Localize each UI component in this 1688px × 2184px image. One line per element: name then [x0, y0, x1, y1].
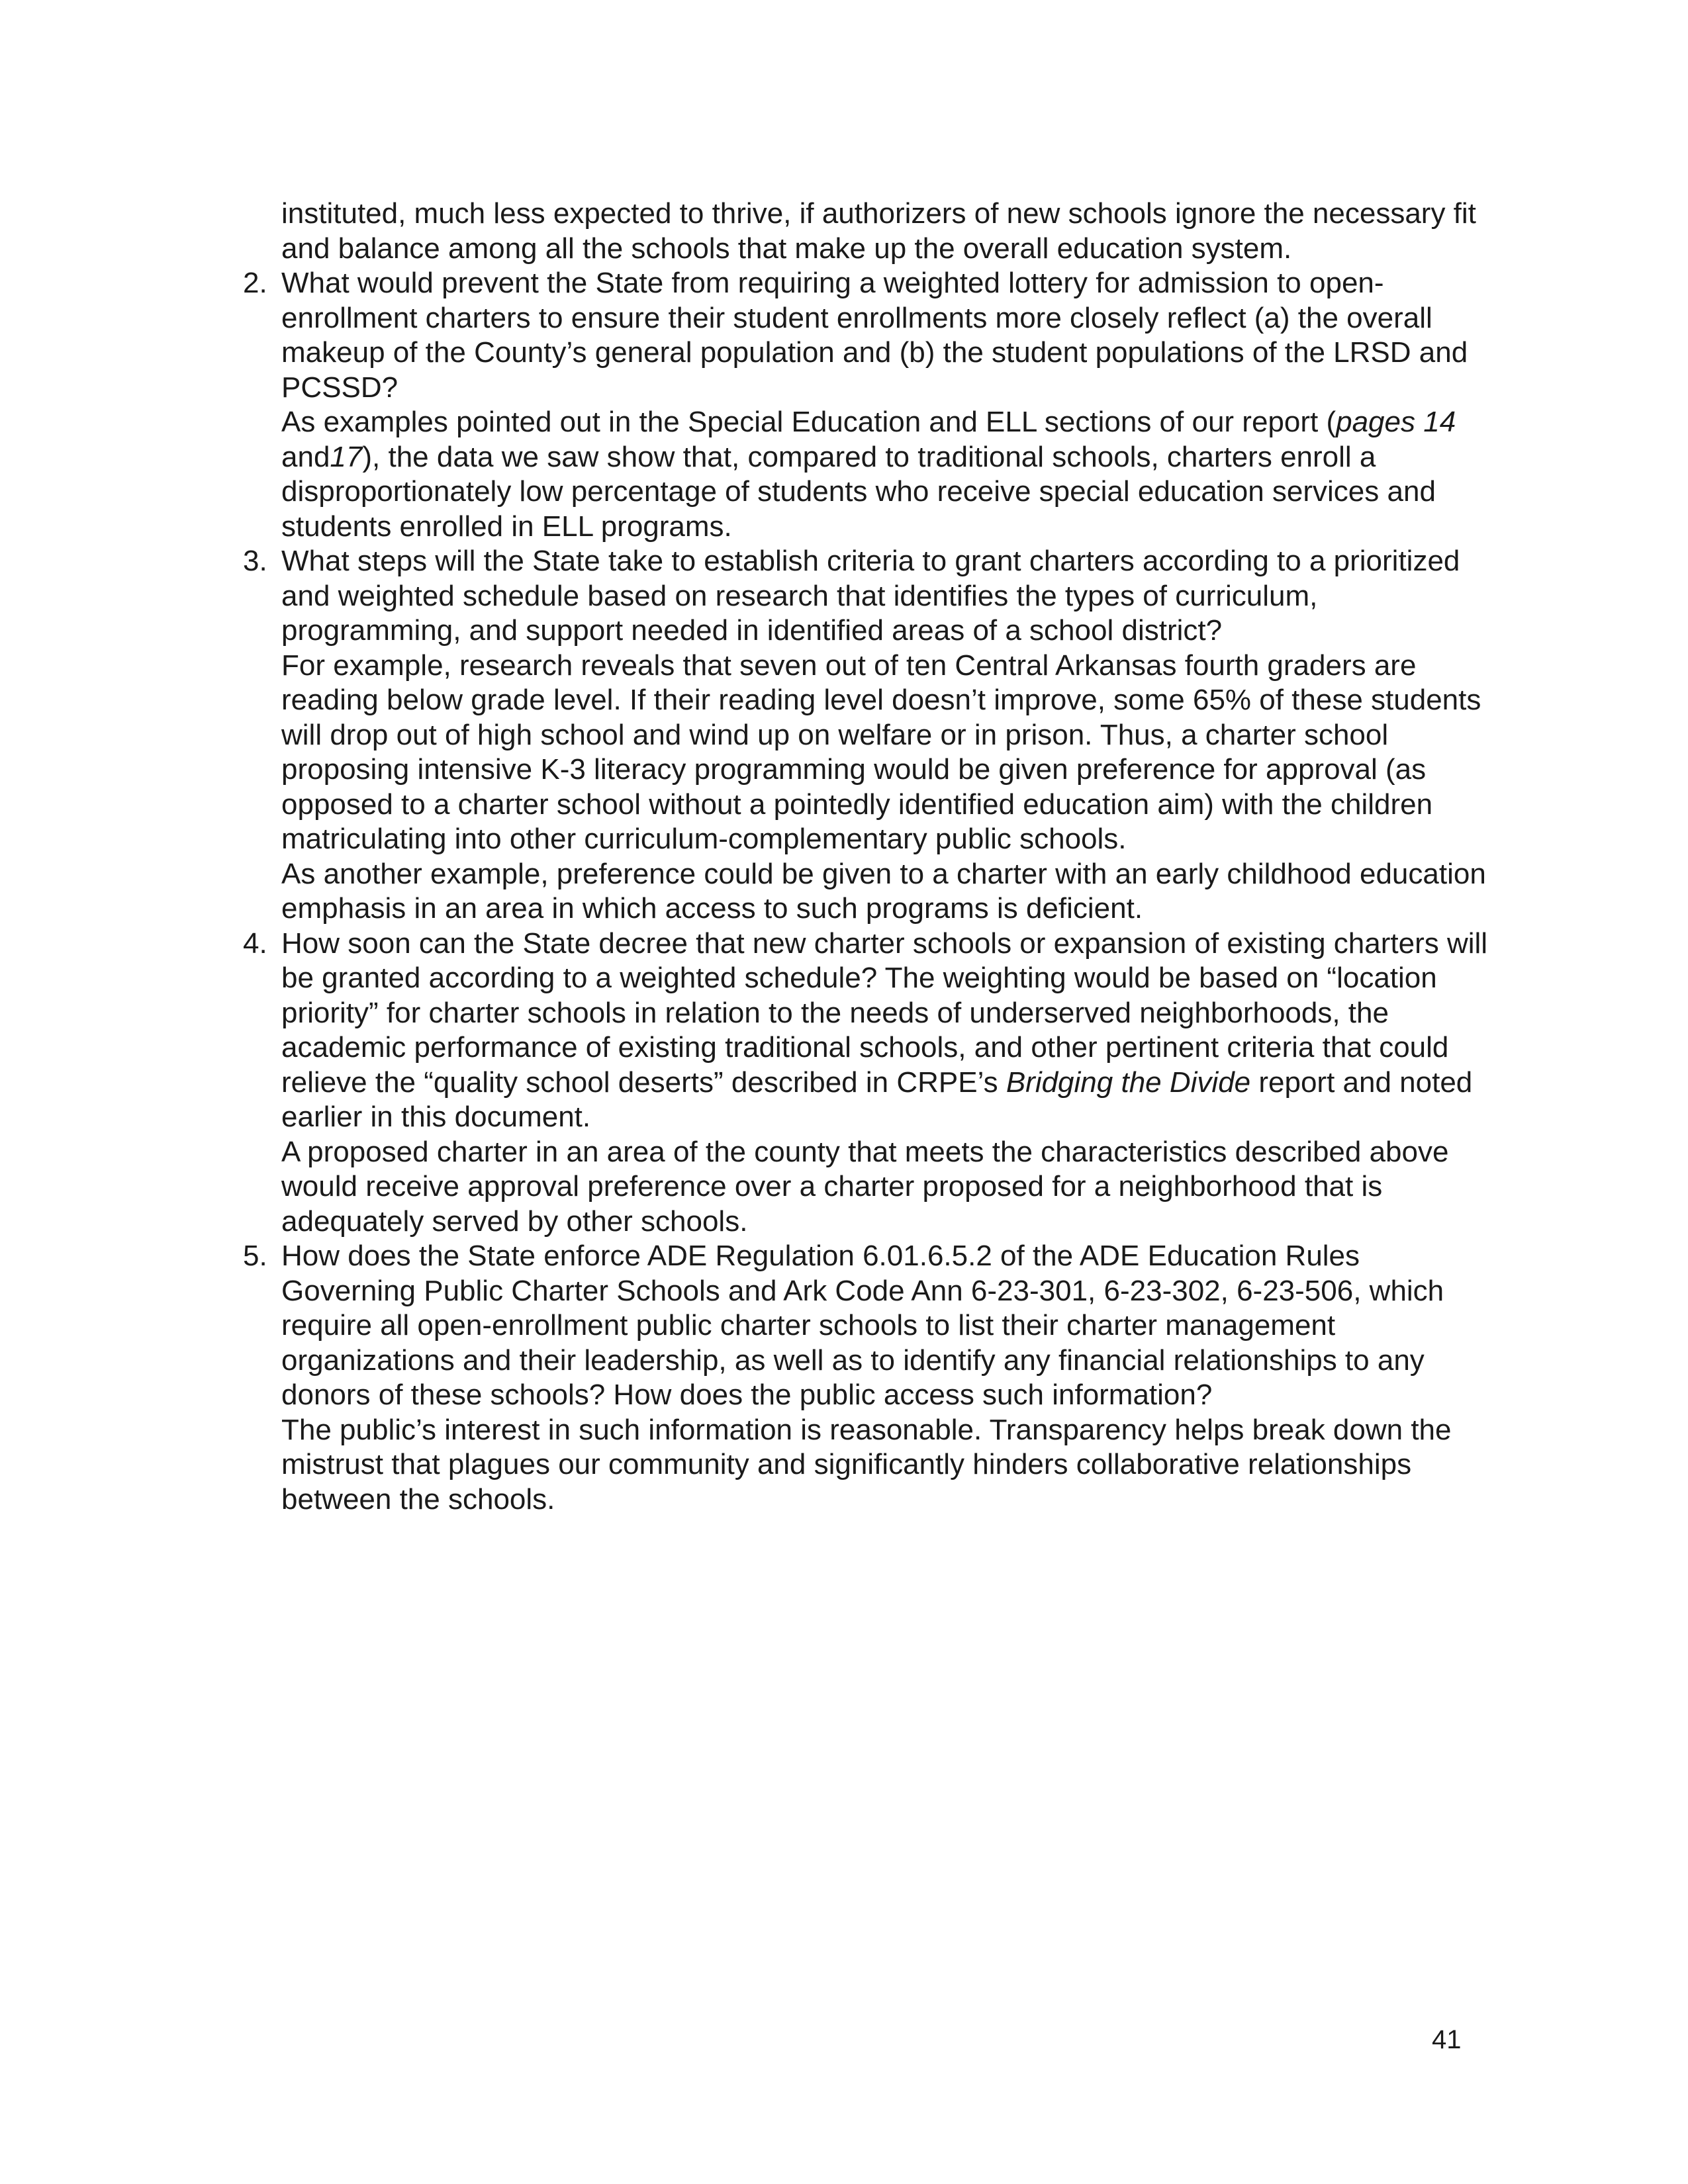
text-segment: report and noted earlier in this document.: [281, 1066, 1473, 1133]
explanation-paragraph: A proposed charter in an area of the county that meets the characteristics described above would receive approval preference over a charter proposed for a neighborhood that is adequately served by other schools.: [281, 1135, 1449, 1238]
text-segment: ), the data we saw show that, compared to traditional schools, charters enroll a disproportionately low percentage of students who receive special education services and students enrolled in ELL programs.: [281, 440, 1436, 543]
question-paragraph: What would prevent the State from requiring a weighted lottery for admission to open-enrollment charters to ensure their student enrollments more closely reflect (a) the overall makeup of the County’s general population and (b) the student populations of the LRSD and PCSSD?: [281, 267, 1468, 404]
continuation-paragraph: instituted, much less expected to thrive, if authorizers of new schools ignore the necessary fit and balance among all the schools that make up the overall education system.: [281, 197, 1476, 265]
list-item-2: [243, 266, 1499, 544]
list-item-4: [243, 927, 1499, 1240]
list-number: 2.: [243, 267, 267, 299]
list-item-5: [243, 1239, 1499, 1517]
question-paragraph: How does the State enforce ADE Regulation 6.01.6.5.2 of the ADE Education Rules Governing Public Charter Schools and Ark Code Ann 6-23-301, 6-23-302, 6-23-506, which require all open-enrollment public charter schools to list their charter management organizations and their leadership, as well as to identify any financial relationships to any donors of these schools? How does the public access such information?: [281, 1240, 1444, 1411]
question-paragraph: [281, 927, 1499, 1135]
page-body: [243, 197, 1499, 1517]
explanation-paragraph: [281, 405, 1499, 544]
page-reference: pages 14: [1336, 406, 1456, 438]
report-title: Bridging the Divide: [1006, 1066, 1251, 1099]
list-number: 4.: [243, 927, 267, 960]
list-number: 3.: [243, 545, 267, 577]
page-number: 41: [1432, 2025, 1462, 2054]
page-reference: 17: [330, 440, 363, 473]
text-segment: As examples pointed out in the Special Education and ELL sections of our report (: [281, 406, 1336, 438]
question-paragraph: What steps will the State take to establish criteria to grant charters according to a prioritized and weighted schedule based on research that identifies the types of curriculum, programming, and support needed in identified areas of a school district?: [281, 545, 1460, 647]
list-number: 5.: [243, 1240, 267, 1272]
list-item-3: [243, 544, 1499, 927]
text-segment: How soon can the State decree that new charter schools or expansion of existing charters will be granted according to a weighted schedule? The weighting would be based on “location priority” for charter schools in relation to the needs of underserved neighborhoods, the academic performance of existing traditional schools, and other pertinent criteria that could relieve the “quality school deserts” described in CRPE’s: [281, 927, 1488, 1099]
explanation-paragraph: The public’s interest in such information is reasonable. Transparency helps break down the mistrust that plagues our community and significantly hinders collaborative relationships between the schools.: [281, 1413, 1452, 1516]
explanation-paragraph: As another example, preference could be given to a charter with an early childhood education emphasis in an area in which access to such programs is deficient.: [281, 857, 1486, 925]
explanation-paragraph: For example, research reveals that seven out of ten Central Arkansas fourth graders are reading below grade level. If their reading level doesn’t improve, some 65% of these students will drop out of high school and wind up on welfare or in prison. Thus, a charter school proposing intensive K-3 literacy programming would be given preference for approval (as opposed to a charter school without a pointedly identified education aim) with the children matriculating into other curriculum-complementary public schools.: [281, 649, 1481, 855]
text-segment: and: [281, 440, 330, 473]
